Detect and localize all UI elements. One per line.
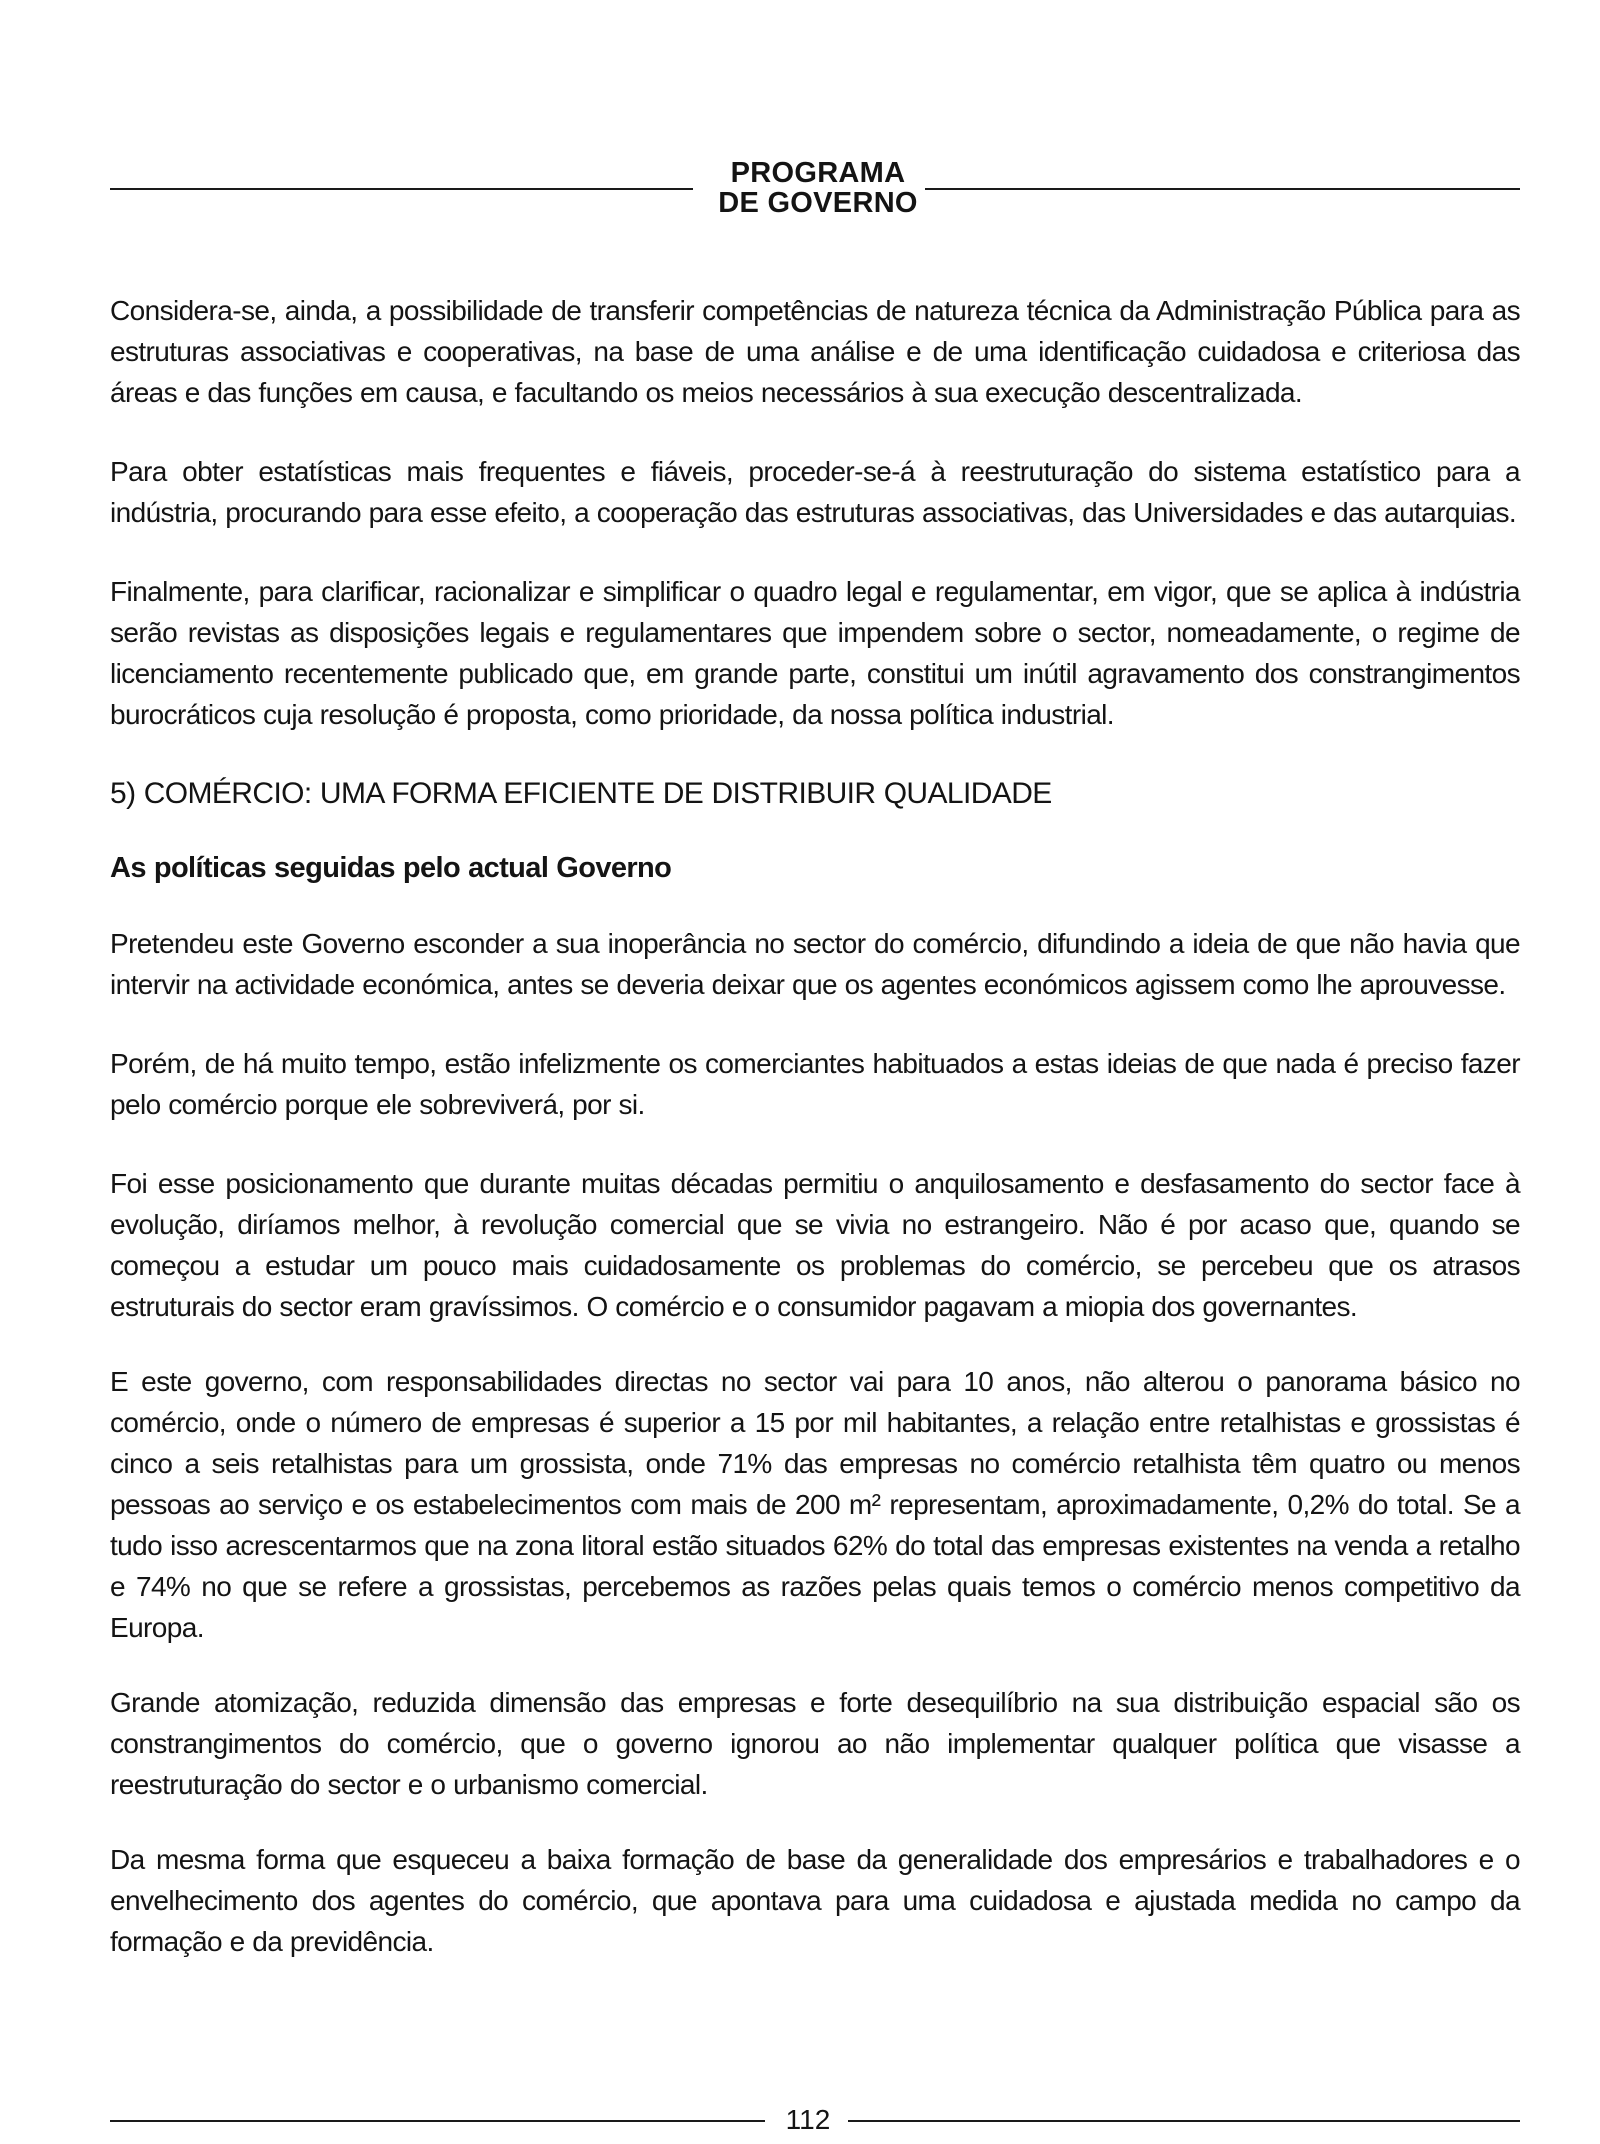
page-number: 112 [785,2104,831,2135]
header-title [718,158,918,218]
page-footer [110,2100,1520,2140]
paragraph: Porém, de há muito tempo, estão infelizmente os comerciantes habituados a estas ideias de que nada é preciso fazer pelo comércio porque ele sobreviverá, por si. [110,1048,1520,1120]
footer-rule-left [110,2120,765,2122]
section-heading: 5) COMÉRCIO: UMA FORMA EFICIENTE DE DISTRIBUIR QUALIDADE [110,777,1052,810]
subsection-heading: As políticas seguidas pelo actual Governo [110,852,672,884]
paragraph: Grande atomização, reduzida dimensão das empresas e forte desequilíbrio na sua distribuição espacial são os constrangimentos do comércio, que o governo ignorou ao não implementar qualquer política que visasse a reestruturação do sector e o urbanismo comercial. [110,1687,1520,1800]
header-title-line1: PROGRAMA [730,157,906,189]
header-rule-right [925,188,1520,190]
header-title-line2: DE GOVERNO [718,187,918,219]
paragraph: Para obter estatísticas mais frequentes e fiáveis, proceder-se-á à reestruturação do sistema estatístico para a indústria, procurando para esse efeito, a cooperação das estruturas associativas, das Universidades e das autarquias. [110,456,1520,528]
paragraph: E este governo, com responsabilidades directas no sector vai para 10 anos, não alterou o panorama básico no comércio, onde o número de empresas é superior a 15 por mil habitantes, a relação entre retalhistas e grossistas é cinco a seis retalhistas para um grossista, onde 71% das empresas no comércio retalhista têm quatro ou menos pessoas ao serviço e os estabelecimentos com mais de 200 m² representam, aproximadamente, 0,2% do total. Se a tudo isso acrescentarmos que na zona litoral estão situados 62% do total das empresas existentes na venda a retalho e 74% no que se refere a grossistas, percebemos as razões pelas quais temos o comércio menos competitivo da Europa. [110,1366,1520,1643]
paragraph: Foi esse posicionamento que durante muitas décadas permitiu o anquilosamento e desfasamento do sector face à evolução, diríamos melhor, à revolução comercial que se vivia no estrangeiro. Não é por acaso que, quando se começou a estudar um pouco mais cuidadosamente os problemas do comércio, se percebeu que os atrasos estruturais do sector eram gravíssimos. O comércio e o consumidor pagavam a miopia dos governantes. [110,1168,1520,1322]
paragraph: Pretendeu este Governo esconder a sua inoperância no sector do comércio, difundindo a ideia de que não havia que intervir na actividade económica, antes se deveria deixar que os agentes económicos agissem como lhe aprouvesse. [110,928,1520,1000]
page-body [110,290,1520,1962]
paragraph: Finalmente, para clarificar, racionalizar e simplificar o quadro legal e regulamentar, em vigor, que se aplica à indústria serão revistas as disposições legais e regulamentares que impendem sobre o sector, nomeadamente, o regime de licenciamento recentemente publicado que, em grande parte, constitui um inútil agravamento dos constrangimentos burocráticos cuja resolução é proposta, como prioridade, da nossa política industrial. [110,576,1520,730]
footer-rule-right [848,2120,1520,2122]
paragraph: Considera-se, ainda, a possibilidade de transferir competências de natureza técnica da Administração Pública para as estruturas associativas e cooperativas, na base de uma análise e de uma identificação cuidadosa e criteriosa das áreas e das funções em causa, e facultando os meios necessários à sua execução descentralizada. [110,295,1520,408]
paragraph: Da mesma forma que esqueceu a baixa formação de base da generalidade dos empresários e trabalhadores e o envelhecimento dos agentes do comércio, que apontava para uma cuidadosa e ajustada medida no campo da formação e da previdência. [110,1844,1520,1957]
header-rule-left [110,188,693,190]
page-header [110,158,1520,228]
